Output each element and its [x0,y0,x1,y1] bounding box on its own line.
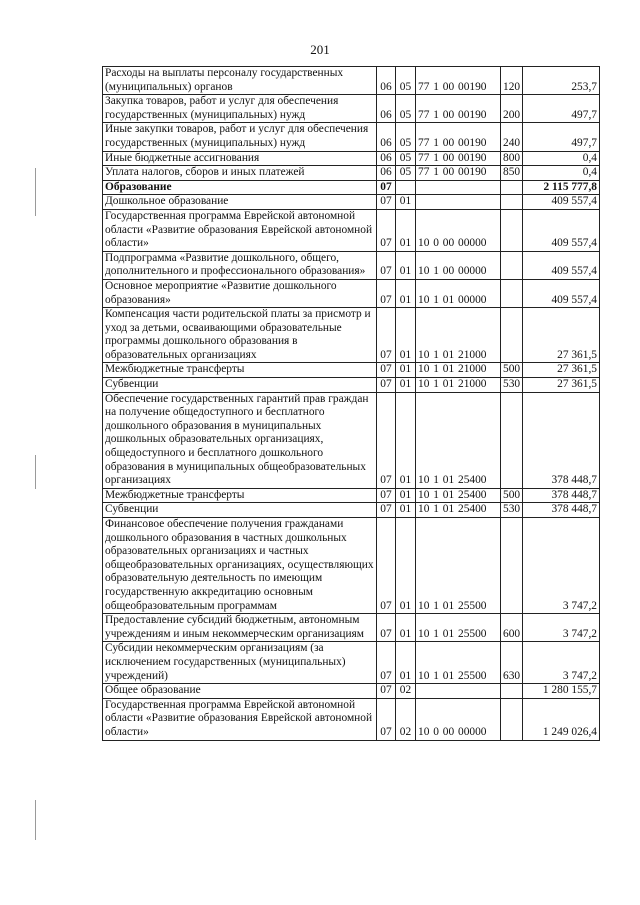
table-row [103,123,600,151]
row-name: Компенсация части родительской платы за присмотр и уход за детьми, осваивающими образовательные программы дошкольного образования в образовательных организациях [103,308,377,363]
row-amount: 378 448,7 [523,503,600,518]
row-name: Субвенции [103,378,377,393]
row-section-code: 07 [377,684,396,699]
row-name: Иные бюджетные ассигнования [103,151,377,166]
row-name: Образование [103,180,377,195]
table-row [103,251,600,279]
row-name: Субсидии некоммерческим организациям (за исключением государственных (муниципальных) учреждений) [103,642,377,684]
row-section-code: 06 [377,151,396,166]
row-amount: 409 557,4 [523,209,600,251]
row-expense-type-code [501,209,523,251]
row-subsection-code: 05 [396,95,416,123]
page-number: 201 [310,42,330,57]
row-amount: 0,4 [523,151,600,166]
row-name: Межбюджетные трансферты [103,363,377,378]
table-row [103,378,600,393]
row-target-article-code: 77 1 00 00190 [416,166,501,181]
row-subsection-code: 05 [396,123,416,151]
row-name: Уплата налогов, сборов и иных платежей [103,166,377,181]
table-row [103,392,600,488]
row-target-article-code: 77 1 00 00190 [416,67,501,95]
row-name: Обеспечение государственных гарантий прав граждан на получение общедоступного и бесплатного дошкольного образования в муниципальных дошкольных образовательных организациях, общедоступного и бесплатного дошкольного образования в муниципальных общеобразовательных организациях [103,392,377,488]
table-row [103,95,600,123]
row-section-code: 07 [377,614,396,642]
row-target-article-code: 10 1 00 00000 [416,251,501,279]
row-section-code: 07 [377,698,396,740]
row-expense-type-code: 240 [501,123,523,151]
row-target-article-code: 10 1 01 25400 [416,503,501,518]
row-subsection-code: 01 [396,642,416,684]
row-amount: 1 249 026,4 [523,698,600,740]
row-section-code: 07 [377,642,396,684]
row-amount: 1 280 155,7 [523,684,600,699]
row-amount: 3 747,2 [523,642,600,684]
row-expense-type-code [501,698,523,740]
row-name: Расходы на выплаты персоналу государственных (муниципальных) органов [103,67,377,95]
row-target-article-code: 10 1 01 21000 [416,308,501,363]
row-section-code: 07 [377,378,396,393]
row-amount: 27 361,5 [523,363,600,378]
row-subsection-code: 01 [396,308,416,363]
scan-margin-mark [35,168,36,216]
row-expense-type-code: 120 [501,67,523,95]
row-subsection-code: 02 [396,698,416,740]
row-expense-type-code [501,180,523,195]
table-row [103,166,600,181]
table-row [103,684,600,699]
row-amount: 497,7 [523,123,600,151]
row-section-code: 07 [377,363,396,378]
row-amount: 27 361,5 [523,308,600,363]
row-amount: 409 557,4 [523,195,600,210]
row-section-code: 07 [377,279,396,307]
row-target-article-code: 10 1 01 25400 [416,488,501,503]
row-subsection-code: 05 [396,67,416,95]
row-target-article-code: 77 1 00 00190 [416,95,501,123]
row-amount: 253,7 [523,67,600,95]
row-expense-type-code [501,251,523,279]
table-row [103,614,600,642]
row-amount: 409 557,4 [523,251,600,279]
table-row [103,151,600,166]
row-subsection-code: 01 [396,209,416,251]
row-name: Субвенции [103,503,377,518]
table-row [103,518,600,614]
row-expense-type-code: 500 [501,363,523,378]
row-expense-type-code: 500 [501,488,523,503]
table-row [103,308,600,363]
row-expense-type-code [501,684,523,699]
row-name: Закупка товаров, работ и услуг для обеспечения государственных (муниципальных) нужд [103,95,377,123]
row-section-code: 06 [377,123,396,151]
row-amount: 378 448,7 [523,488,600,503]
row-target-article-code: 10 1 01 25400 [416,392,501,488]
row-name: Межбюджетные трансферты [103,488,377,503]
row-amount: 27 361,5 [523,378,600,393]
row-amount: 3 747,2 [523,614,600,642]
row-expense-type-code [501,308,523,363]
row-section-code: 06 [377,67,396,95]
scan-margin-mark [35,800,36,840]
row-expense-type-code: 630 [501,642,523,684]
row-section-code: 07 [377,503,396,518]
row-expense-type-code: 530 [501,378,523,393]
row-subsection-code: 05 [396,166,416,181]
row-subsection-code: 01 [396,518,416,614]
row-target-article-code: 10 1 01 25500 [416,614,501,642]
row-target-article-code [416,180,501,195]
row-name: Предоставление субсидий бюджетным, автономным учреждениям и иным некоммерческим организациям [103,614,377,642]
row-expense-type-code: 600 [501,614,523,642]
row-target-article-code: 77 1 00 00190 [416,151,501,166]
row-target-article-code [416,195,501,210]
row-section-code: 07 [377,209,396,251]
row-expense-type-code [501,195,523,210]
table-row [103,279,600,307]
row-section-code: 07 [377,392,396,488]
row-expense-type-code: 530 [501,503,523,518]
row-expense-type-code: 850 [501,166,523,181]
row-subsection-code: 01 [396,392,416,488]
row-subsection-code: 01 [396,279,416,307]
row-section-code: 07 [377,518,396,614]
row-target-article-code [416,684,501,699]
row-subsection-code: 01 [396,488,416,503]
row-amount: 3 747,2 [523,518,600,614]
row-target-article-code: 10 0 00 00000 [416,209,501,251]
row-name: Государственная программа Еврейской автономной области «Развитие образования Еврейской автономной области» [103,698,377,740]
row-target-article-code: 10 1 01 25500 [416,642,501,684]
row-target-article-code: 10 1 01 00000 [416,279,501,307]
row-section-code: 07 [377,251,396,279]
table-row [103,503,600,518]
row-expense-type-code [501,279,523,307]
row-amount: 0,4 [523,166,600,181]
row-target-article-code: 10 1 01 21000 [416,378,501,393]
row-name: Финансовое обеспечение получения гражданами дошкольного образования в частных дошкольных образовательных организациях и частных общеобразовательных организациях, осуществляющих образовательную деятельность по имеющим государственную аккредитацию основным общеобразовательным программам [103,518,377,614]
scan-margin-mark [35,455,36,489]
budget-table [102,66,600,741]
row-name: Общее образование [103,684,377,699]
row-name: Основное мероприятие «Развитие дошкольного образования» [103,279,377,307]
budget-table-body [103,67,600,741]
table-row [103,67,600,95]
row-subsection-code [396,180,416,195]
row-name: Иные закупки товаров, работ и услуг для обеспечения государственных (муниципальных) нужд [103,123,377,151]
row-amount: 2 115 777,8 [523,180,600,195]
row-subsection-code: 01 [396,251,416,279]
row-section-code: 07 [377,180,396,195]
row-expense-type-code [501,518,523,614]
row-expense-type-code: 200 [501,95,523,123]
row-subsection-code: 01 [396,363,416,378]
row-amount: 378 448,7 [523,392,600,488]
row-section-code: 07 [377,488,396,503]
row-section-code: 07 [377,308,396,363]
row-name: Дошкольное образование [103,195,377,210]
row-name: Подпрограмма «Развитие дошкольного, общего, дополнительного и профессионального образования» [103,251,377,279]
row-target-article-code: 10 0 00 00000 [416,698,501,740]
row-subsection-code: 01 [396,614,416,642]
row-target-article-code: 10 1 01 25500 [416,518,501,614]
row-amount: 409 557,4 [523,279,600,307]
table-row [103,180,600,195]
table-row [103,698,600,740]
row-subsection-code: 05 [396,151,416,166]
table-row [103,195,600,210]
table-row [103,209,600,251]
row-expense-type-code: 800 [501,151,523,166]
row-target-article-code: 77 1 00 00190 [416,123,501,151]
table-row [103,488,600,503]
row-subsection-code: 02 [396,684,416,699]
row-subsection-code: 01 [396,503,416,518]
row-section-code: 06 [377,95,396,123]
row-target-article-code: 10 1 01 21000 [416,363,501,378]
table-row [103,642,600,684]
row-subsection-code: 01 [396,378,416,393]
row-amount: 497,7 [523,95,600,123]
row-expense-type-code [501,392,523,488]
row-name: Государственная программа Еврейской автономной области «Развитие образования Еврейской автономной области» [103,209,377,251]
row-subsection-code: 01 [396,195,416,210]
row-section-code: 07 [377,195,396,210]
table-row [103,363,600,378]
row-section-code: 06 [377,166,396,181]
